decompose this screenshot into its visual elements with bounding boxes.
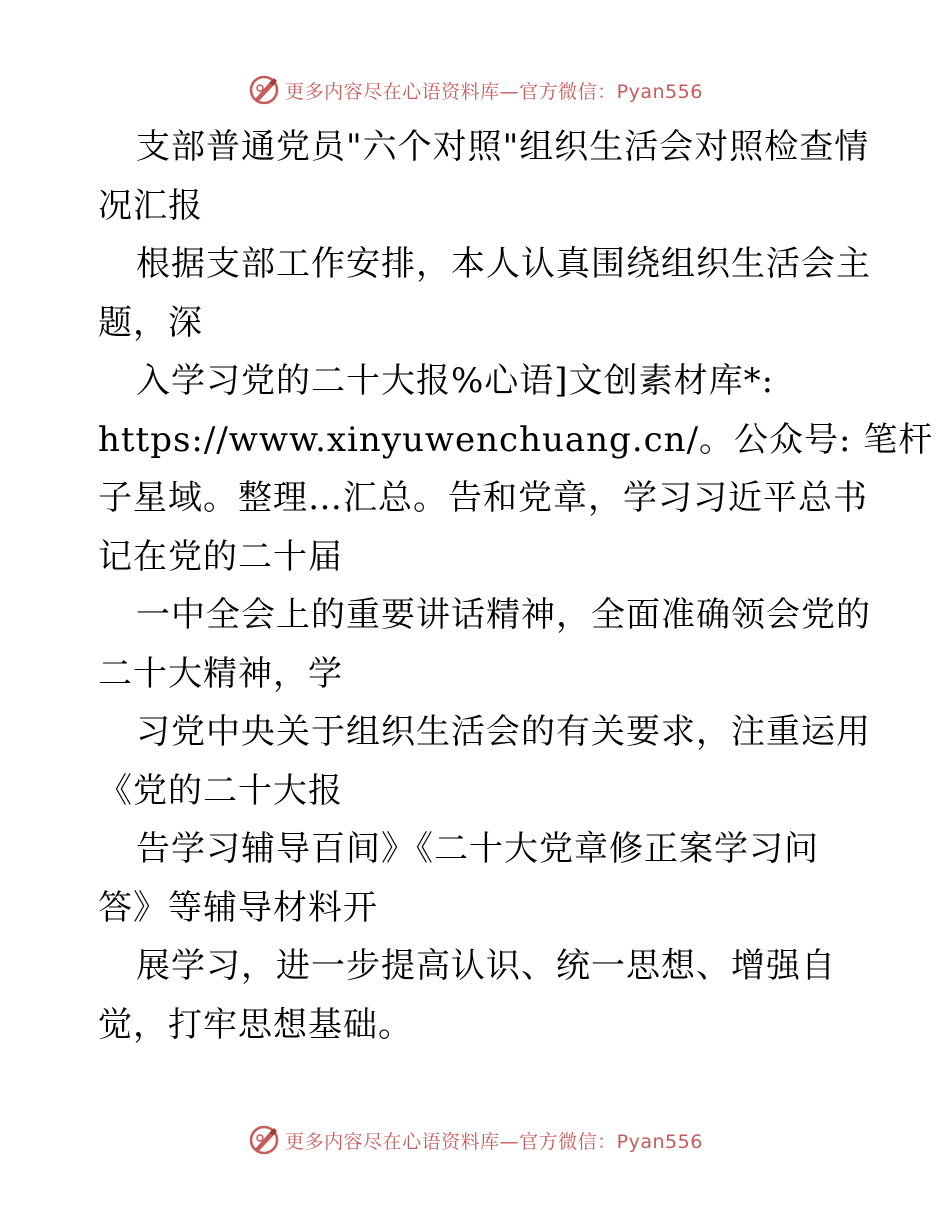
document-body	[98, 118, 934, 1054]
body-line-6: https://www.xinyuwenchuang.cn/。公众号: 笔杆	[98, 419, 934, 460]
brush-pen-logo-icon	[247, 73, 281, 107]
body-line-15: 展学习，进一步提高认识、统一思想、增强自	[136, 946, 836, 986]
footer-banner-text: 更多内容尽在心语资料库—官方微信：Pyan556	[285, 1130, 703, 1153]
body-line-7: 子星域。整理…汇总。告和党章，学习习近平总书	[98, 478, 868, 518]
footer-banner	[0, 1120, 950, 1160]
body-line-14: 答》等辅导材料开	[98, 887, 378, 928]
header-banner	[0, 70, 950, 110]
body-line-3: 根据支部工作安排，本人认真围绕组织生活会主	[136, 244, 871, 284]
brush-pen-logo-icon	[247, 1123, 281, 1157]
body-line-2: 况汇报	[98, 185, 203, 226]
header-banner-text: 更多内容尽在心语资料库—官方微信：Pyan556	[285, 80, 703, 103]
body-line-5: 入学习党的二十大报%心语]文创素材库*:	[136, 361, 775, 401]
body-line-11: 习党中央关于组织生活会的有关要求，注重运用	[136, 712, 871, 752]
body-line-8: 记在党的二十届	[98, 536, 343, 577]
body-line-1: 支部普通党员"六个对照"组织生活会对照检查情	[136, 127, 870, 167]
footer-banner-content	[247, 1123, 703, 1157]
body-line-4: 题，深	[98, 302, 203, 343]
body-line-12: 《党的二十大报	[98, 770, 343, 811]
body-line-10: 二十大精神，学	[98, 653, 343, 694]
body-line-9: 一中全会上的重要讲话精神，全面准确领会党的	[136, 595, 871, 635]
body-line-13: 告学习辅导百间》《二十大党章修正案学习问	[136, 829, 819, 869]
header-banner-content	[247, 73, 703, 107]
body-line-16: 觉，打牢思想基础。	[98, 1004, 413, 1045]
